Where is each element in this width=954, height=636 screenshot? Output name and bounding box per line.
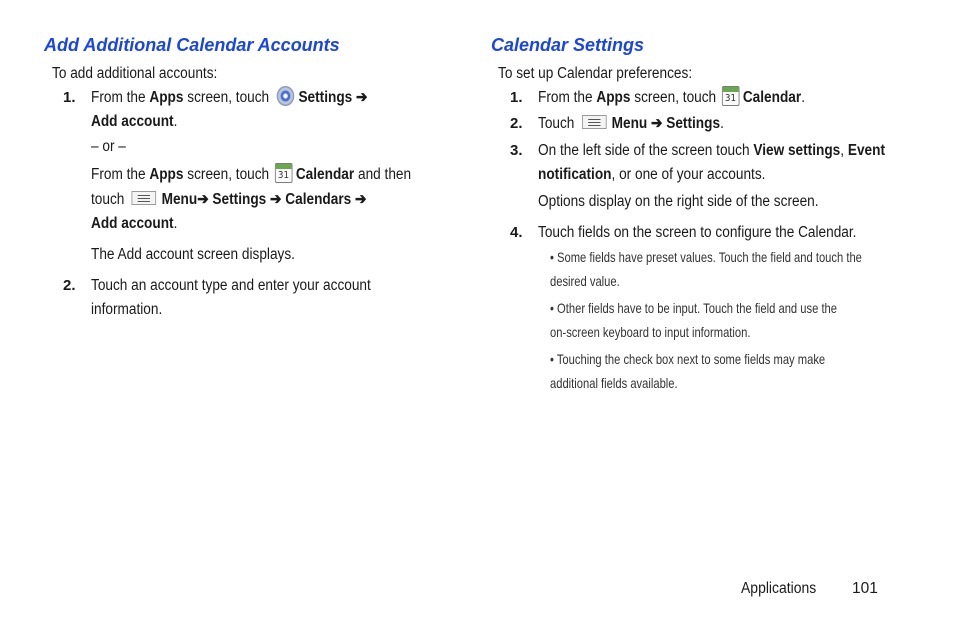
menu-settings-path: Menu➔ Settings ➔ Calendars ➔ <box>161 191 367 208</box>
step-4-number: 4. <box>510 224 523 241</box>
add-account-displays-text: The Add account screen displays. <box>91 246 295 263</box>
left-step-1-line-4 <box>91 190 366 210</box>
settings-gear-icon <box>276 86 294 106</box>
or-separator: – or – <box>91 138 126 155</box>
text: screen, touch <box>630 89 720 107</box>
apps-label: Apps <box>149 166 184 184</box>
text: . <box>173 215 178 232</box>
page-number: 101 <box>852 580 878 597</box>
calendar-icon <box>275 163 293 183</box>
calendar-icon-day: 31 <box>277 170 290 181</box>
step-2-number: 2. <box>510 115 523 132</box>
text: On the left side of the screen touch <box>538 142 754 159</box>
heading-add-accounts: Add Additional Calendar Accounts <box>44 35 340 55</box>
options-display-text: Options display on the right side of the screen. <box>538 193 819 210</box>
apps-label: Apps <box>149 89 184 107</box>
menu-icon <box>582 115 607 129</box>
text: Touch <box>538 115 579 132</box>
right-step-3-line-2 <box>538 165 765 185</box>
bullet-2-line-1: • Other fields have to be input. Touch the field and use the <box>550 300 838 316</box>
calendar-label: Calendar <box>742 89 802 107</box>
bullet-2-line-2: on-screen keyboard to input information. <box>550 324 751 340</box>
view-settings-label: View settings <box>753 142 841 159</box>
right-step-4: Touch fields on the screen to configure the Calendar. <box>538 224 857 241</box>
bullet-3-line-1: • Touching the check box next to some fields may make <box>550 351 826 367</box>
menu-icon <box>132 191 157 205</box>
menu-settings-path: Menu ➔ Settings <box>611 115 721 132</box>
right-intro: To set up Calendar preferences: <box>498 65 693 82</box>
settings-path: Settings ➔ <box>298 89 368 107</box>
add-account-label: Add account <box>91 113 174 130</box>
bullet-1-line-2: desired value. <box>550 273 620 289</box>
text: , or one of your accounts. <box>611 166 766 183</box>
step-2-number: 2. <box>63 277 76 294</box>
left-step-1-line-5 <box>91 214 177 234</box>
apps-label: Apps <box>596 89 631 107</box>
text: . <box>801 89 805 107</box>
left-step-1-line-1 <box>91 88 367 108</box>
text: From the <box>91 89 150 107</box>
text: From the <box>91 166 150 184</box>
left-step-2-line-1: Touch an account type and enter your account <box>91 277 371 294</box>
heading-calendar-settings: Calendar Settings <box>491 35 645 55</box>
bullet-3-line-2: additional fields available. <box>550 375 678 391</box>
right-step-3-line-1 <box>538 141 885 161</box>
left-step-1-line-3 <box>91 165 411 185</box>
footer-section-name: Applications <box>741 580 817 597</box>
text: . <box>720 115 724 132</box>
calendar-icon-day: 31 <box>724 93 737 104</box>
text: touch <box>91 191 129 208</box>
event-label: Event <box>847 142 886 159</box>
right-step-2 <box>538 114 724 134</box>
text: and then <box>354 166 412 184</box>
add-account-label: Add account <box>91 215 174 232</box>
step-1-number: 1. <box>63 89 76 106</box>
bullet-1-line-1: • Some fields have preset values. Touch the field and touch the <box>550 249 862 265</box>
text: screen, touch <box>183 166 273 184</box>
notification-label: notification <box>538 166 612 183</box>
right-step-1 <box>538 88 805 108</box>
text: . <box>173 113 178 130</box>
left-step-2-line-2: information. <box>91 301 163 318</box>
text: From the <box>538 89 597 107</box>
step-1-number: 1. <box>510 89 523 106</box>
text: screen, touch <box>183 89 273 107</box>
text: , <box>840 142 848 159</box>
calendar-label: Calendar <box>295 166 355 184</box>
left-intro: To add additional accounts: <box>52 65 218 82</box>
calendar-icon <box>722 86 740 106</box>
left-step-1-line-2 <box>91 112 177 132</box>
step-3-number: 3. <box>510 142 523 159</box>
